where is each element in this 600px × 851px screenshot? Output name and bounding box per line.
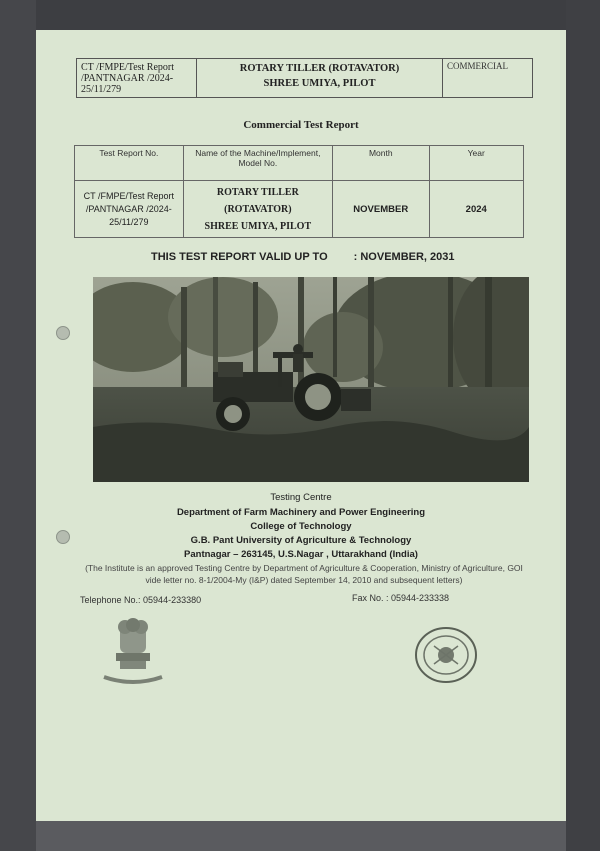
testing-centre-heading: Testing Centre: [270, 492, 332, 503]
cell-year: 2024: [429, 181, 524, 238]
frame-bottom: [0, 821, 600, 851]
frame-left: [0, 0, 36, 851]
validity-label: THIS TEST REPORT VALID UP TO: [151, 251, 328, 263]
institute-seal-icon: [414, 626, 478, 684]
telephone: Telephone No.: 05944-233380: [80, 595, 202, 605]
frame-top: [0, 0, 600, 30]
cell-report-no: CT /FMPE/Test Report /PANTNAGAR /2024-25/11/279: [75, 181, 184, 238]
th-machine: Name of the Machine/Implement, Model No.: [183, 146, 332, 181]
header-ref: CT /FMPE/Test Report /PANTNAGAR /2024-25/11/279: [77, 59, 197, 97]
table-header-row: [75, 146, 524, 181]
cell-machine-line1: ROTARY TILLER: [216, 186, 299, 198]
university-name: G.B. Pant University of Agriculture & Technology: [190, 535, 412, 546]
approval-note: (The Institute is an approved Testing Centre by Department of Agriculture & Cooperation, Ministry of Agriculture, GOI vide letter no. 8-1/2004-My (I&P) dated September 14, 2010 and subsequent letters): [85, 563, 523, 585]
header-category: COMMERCIAL: [447, 61, 509, 71]
table-row: [75, 181, 524, 238]
th-month: Month: [333, 146, 430, 181]
fax: Fax No. : 05944-233338: [352, 593, 450, 603]
report-title: Commercial Test Report: [243, 119, 359, 131]
cell-machine-line2: (ROTAVATOR): [224, 203, 292, 215]
punch-hole-top: [56, 326, 70, 340]
national-emblem-icon: [98, 615, 168, 690]
validity-value: : NOVEMBER, 2031: [353, 251, 455, 263]
department-name: Department of Farm Machinery and Power Engineering: [176, 507, 426, 518]
header-machine-line2: SHREE UMIYA, PILOT: [263, 78, 376, 89]
tractor-photo-illustration: [93, 277, 529, 482]
header-machine: [197, 59, 443, 97]
validity-line: [151, 251, 455, 263]
th-report-no: Test Report No.: [75, 146, 184, 181]
th-year: Year: [429, 146, 524, 181]
cell-machine: [183, 181, 332, 238]
punch-hole-bottom: [56, 530, 70, 544]
cell-machine-line3: SHREE UMIYA, PILOT: [204, 220, 312, 232]
address: Pantnagar – 263145, U.S.Nagar , Uttarakhand (India): [184, 549, 418, 560]
header-machine-line1: ROTARY TILLER (ROTAVATOR): [239, 63, 400, 74]
cell-month: NOVEMBER: [333, 181, 430, 238]
document-page: [36, 30, 566, 821]
header-box: [76, 58, 533, 98]
report-table: [74, 145, 524, 238]
frame-right: [566, 0, 600, 851]
tractor-photo: [93, 277, 529, 482]
college-name: College of Technology: [250, 521, 352, 532]
